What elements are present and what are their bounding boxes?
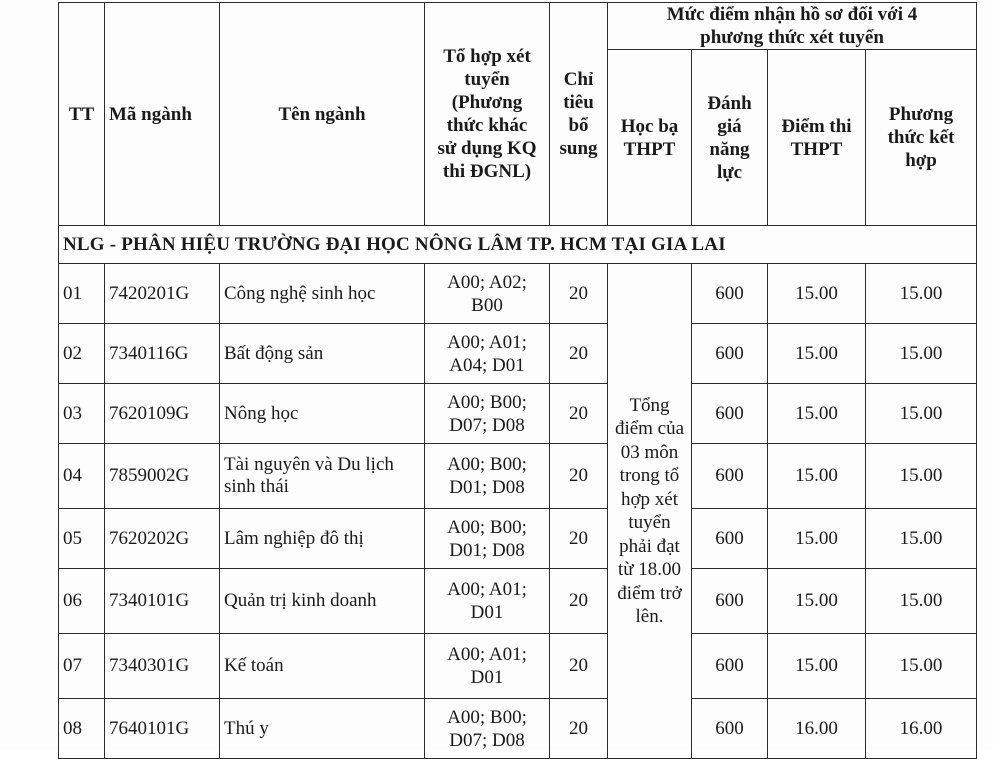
row-tt: 03 (59, 384, 105, 444)
header-name: Tên ngành (220, 3, 425, 226)
row-ket-hop: 15.00 (866, 509, 977, 569)
row-thpt: 15.00 (768, 634, 866, 699)
row-dgnl: 600 (692, 569, 768, 634)
row-combo: A00; A01; A04; D01 (425, 324, 550, 384)
row-thpt: 15.00 (768, 444, 866, 509)
table-row (59, 569, 977, 634)
row-tt: 02 (59, 324, 105, 384)
row-ket-hop: 15.00 (866, 569, 977, 634)
row-quota: 20 (550, 699, 608, 759)
header-dgnl: Đánh giá năng lực (692, 50, 768, 226)
row-name: Bất động sản (220, 324, 425, 384)
table-row (59, 444, 977, 509)
row-code: 7620202G (105, 509, 220, 569)
row-combo: A00; B00; D07; D08 (425, 384, 550, 444)
row-tt: 06 (59, 569, 105, 634)
row-quota: 20 (550, 384, 608, 444)
table-row (59, 509, 977, 569)
row-dgnl: 600 (692, 699, 768, 759)
row-quota: 20 (550, 569, 608, 634)
row-code: 7340301G (105, 634, 220, 699)
row-ket-hop: 15.00 (866, 444, 977, 509)
row-thpt: 15.00 (768, 384, 866, 444)
row-combo: A00; B00; D01; D08 (425, 444, 550, 509)
row-tt: 01 (59, 264, 105, 324)
header-hocba: Học bạ THPT (608, 50, 692, 226)
row-thpt: 15.00 (768, 509, 866, 569)
hocba-note: Tổng điểm của 03 môn trong tổ hợp xét tuyển phải đạt từ 18.00 điểm trở lên. (608, 264, 692, 759)
row-name: Công nghệ sinh học (220, 264, 425, 324)
row-name: Quản trị kinh doanh (220, 569, 425, 634)
row-ket-hop: 15.00 (866, 324, 977, 384)
row-combo: A00; A01; D01 (425, 569, 550, 634)
row-tt: 05 (59, 509, 105, 569)
row-dgnl: 600 (692, 384, 768, 444)
header-code: Mã ngành (105, 3, 220, 226)
row-thpt: 15.00 (768, 264, 866, 324)
row-tt: 07 (59, 634, 105, 699)
row-name: Nông học (220, 384, 425, 444)
header-thpt: Điểm thi THPT (768, 50, 866, 226)
row-tt: 08 (59, 699, 105, 759)
header-combo: Tổ hợp xét tuyển (Phương thức khác sử dụng KQ thi ĐGNL) (425, 3, 550, 226)
row-ket-hop: 16.00 (866, 699, 977, 759)
row-name: Tài nguyên và Du lịch sinh thái (220, 444, 425, 509)
row-quota: 20 (550, 324, 608, 384)
row-dgnl: 600 (692, 444, 768, 509)
row-code: 7340116G (105, 324, 220, 384)
row-thpt: 15.00 (768, 324, 866, 384)
table-row (59, 324, 977, 384)
row-quota: 20 (550, 264, 608, 324)
row-code: 7340101G (105, 569, 220, 634)
row-ket-hop: 15.00 (866, 264, 977, 324)
row-dgnl: 600 (692, 324, 768, 384)
row-dgnl: 600 (692, 509, 768, 569)
row-name: Thú y (220, 699, 425, 759)
row-quota: 20 (550, 444, 608, 509)
row-code: 7640101G (105, 699, 220, 759)
header-ket-hop: Phương thức kết hợp (866, 50, 977, 226)
header-score-group: Mức điểm nhận hồ sơ đối với 4 phương thức xét tuyển (608, 3, 977, 50)
row-combo: A00; A01; D01 (425, 634, 550, 699)
admission-table (58, 2, 977, 759)
section-title: NLG - PHÂN HIỆU TRƯỜNG ĐẠI HỌC NÔNG LÂM TP. HCM TẠI GIA LAI (59, 226, 977, 264)
row-combo: A00; B00; D01; D08 (425, 509, 550, 569)
row-quota: 20 (550, 634, 608, 699)
row-ket-hop: 15.00 (866, 384, 977, 444)
header-tt: TT (59, 3, 105, 226)
row-thpt: 15.00 (768, 569, 866, 634)
table-row (59, 634, 977, 699)
row-combo: A00; B00; D07; D08 (425, 699, 550, 759)
row-quota: 20 (550, 509, 608, 569)
table-row (59, 264, 977, 324)
row-name: Kế toán (220, 634, 425, 699)
row-code: 7620109G (105, 384, 220, 444)
row-code: 7420201G (105, 264, 220, 324)
row-dgnl: 600 (692, 264, 768, 324)
row-ket-hop: 15.00 (866, 634, 977, 699)
row-code: 7859002G (105, 444, 220, 509)
row-tt: 04 (59, 444, 105, 509)
row-combo: A00; A02; B00 (425, 264, 550, 324)
header-quota: Chỉ tiêu bổ sung (550, 3, 608, 226)
row-name: Lâm nghiệp đô thị (220, 509, 425, 569)
row-dgnl: 600 (692, 634, 768, 699)
table-row (59, 384, 977, 444)
row-thpt: 16.00 (768, 699, 866, 759)
